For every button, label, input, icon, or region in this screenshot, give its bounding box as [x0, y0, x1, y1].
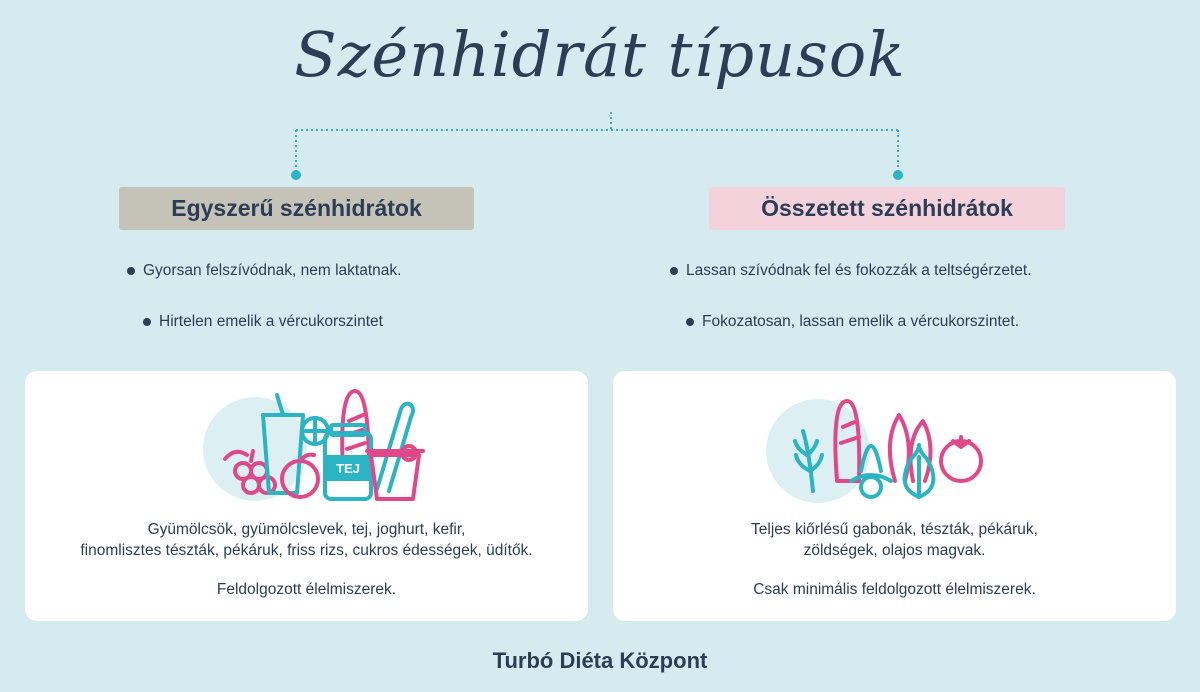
simple-carbs-card — [25, 371, 588, 621]
simple-foods-icon — [25, 371, 588, 511]
bullet-dot-icon — [143, 318, 151, 326]
footer-brand: Turbó Diéta Központ — [492, 648, 708, 673]
jar-label: TEJ — [336, 461, 360, 476]
complex-bullet-2: Fokozatosan, lassan emelik a vércukorszintet. — [686, 313, 1019, 331]
bullet-dot-icon — [670, 267, 678, 275]
bullet-dot-icon — [127, 267, 135, 275]
complex-note: Csak minimális feldolgozott élelmiszerek. — [753, 581, 1036, 598]
simple-note: Feldolgozott élelmiszerek. — [216, 581, 397, 598]
simple-description: Gyümölcsök, gyümölcslevek, tej, joghurt, kefir, finomlisztes tészták, pékáruk, friss rizs, cukros édességek, üdítők. — [80, 521, 533, 559]
complex-description: Teljes kiőrlésű gabonák, tészták, pékáruk, zöldségek, olajos magvak. — [751, 521, 1038, 559]
simple-carbs-heading: Egyszerű szénhidrátok — [119, 187, 474, 230]
complex-carbs-card — [613, 371, 1176, 621]
complex-carbs-heading: Összetett szénhidrátok — [709, 187, 1065, 230]
simple-bullet-2: Hirtelen emelik a vércukorszintet — [143, 313, 383, 331]
dotted-connector — [0, 0, 1200, 200]
complex-bullet-1: Lassan szívódnak fel és fokozzák a teltségérzetet. — [670, 262, 1032, 280]
bullet-dot-icon — [686, 318, 694, 326]
page-title: Szénhidrát típusok — [294, 18, 906, 91]
simple-bullet-1: Gyorsan felszívódnak, nem laktatnak. — [127, 262, 401, 280]
complex-foods-icon — [613, 371, 1176, 511]
